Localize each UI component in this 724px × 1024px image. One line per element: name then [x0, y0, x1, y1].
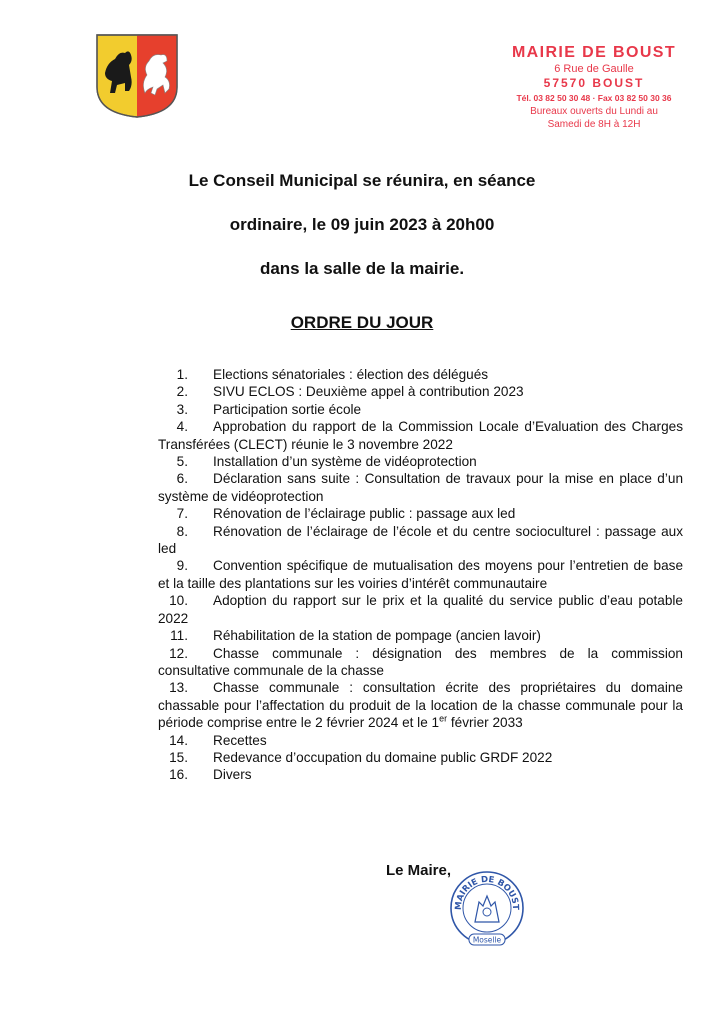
agenda-item: 1. Elections sénatoriales : élection des délégués: [176, 367, 489, 382]
agenda-item: 10. Adoption du rapport sur le prix et la qualité du service public d’eau potable 2022: [158, 593, 683, 626]
agenda-item: 6. Déclaration sans suite : Consultation de travaux pour la mise en place d’un système de vidéoprotection: [158, 471, 683, 504]
agenda-item: 11. Réhabilitation de la station de pompage (ancien lavoir): [170, 628, 541, 644]
agenda-title: ORDRE DU JOUR: [290, 313, 434, 332]
agenda-item: 13. Chasse communale : consultation écrite des propriétaires du domaine chassable pour l’affectation du produit de la location de la chasse communale pour la période comprise entre le 2 février 2024 et le 1er février 2033: [158, 680, 683, 731]
agenda-item: 7. Rénovation de l’éclairage public : passage aux led: [176, 506, 516, 522]
intro-line-3: dans la salle de la mairie.: [259, 259, 465, 278]
mayor-signature-label: Le Maire,: [386, 862, 452, 879]
mairie-header: [484, 44, 704, 131]
intro-line-2: ordinaire, le 09 juin 2023 à 20h00: [229, 215, 495, 234]
mairie-name: MAIRIE DE BOUST: [511, 44, 677, 61]
intro-line-1: Le Conseil Municipal se réunira, en séance: [188, 171, 536, 190]
agenda-item: 14. Recettes: [169, 732, 267, 748]
mairie-postal-city: 57570 BOUST: [543, 76, 645, 90]
mairie-hours-line1: Bureaux ouverts du Lundi au: [530, 106, 658, 117]
svg-text:MAIRIE DE BOUST: MAIRIE DE BOUST: [453, 874, 521, 911]
agenda-item: 4. Approbation du rapport de la Commission Locale d’Evaluation des Charges Transférées (CLECT) réunie le 3 novembre 2022: [158, 419, 683, 452]
agenda-item: 8. Rénovation de l’éclairage de l’école et du centre socioculturel : passage aux led: [158, 523, 683, 557]
agenda-item: 16. Divers: [169, 767, 252, 783]
coat-of-arms-logo: [95, 33, 179, 119]
agenda-item: 15. Redevance d’occupation du domaine public GRDF 2022: [169, 749, 553, 765]
mairie-phone-fax: Tél. 03 82 50 30 48 · Fax 03 82 50 30 36: [516, 93, 672, 103]
official-stamp-seal: [447, 866, 527, 950]
agenda-item: 2. SIVU ECLOS : Deuxième appel à contribution 2023: [176, 384, 524, 400]
agenda-item: 3. Participation sortie école: [176, 401, 362, 417]
agenda-item: 12. Chasse communale : désignation des membres de la commission consultative communale de la chasse: [158, 645, 683, 678]
mairie-street: 6 Rue de Gaulle: [554, 63, 634, 75]
agenda-item: 5. Installation d’un système de vidéoprotection: [176, 454, 477, 470]
agenda-item: 9. Convention spécifique de mutualisation des moyens pour l’entretien de base et la taille des plantations sur les voiries d’intérêt communautaire: [158, 558, 683, 591]
mairie-hours-line2: Samedi de 8H à 12H: [547, 119, 641, 130]
svg-text:Moselle: Moselle: [472, 935, 502, 945]
agenda-list: [158, 366, 683, 784]
